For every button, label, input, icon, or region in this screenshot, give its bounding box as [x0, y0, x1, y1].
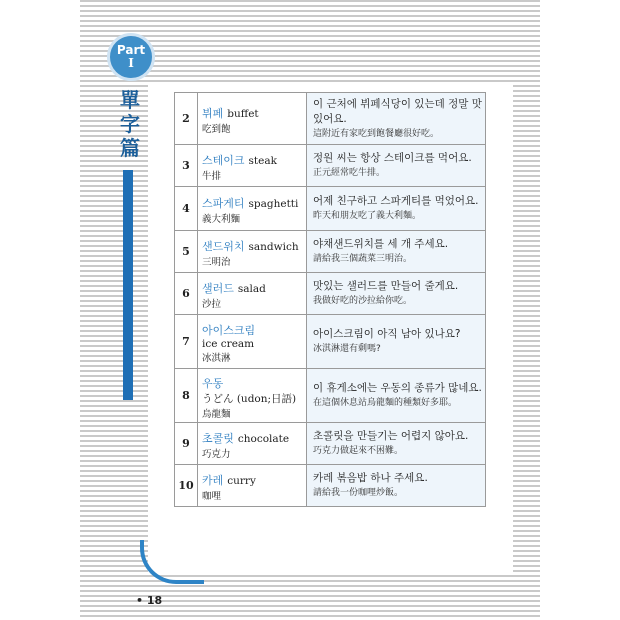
- chinese-meaning: 咖哩: [202, 491, 222, 502]
- english-word: sandwich: [248, 241, 299, 253]
- chinese-example-translation: 正元經常吃牛排。: [313, 168, 386, 178]
- korean-example-sentence: 맛있는 샐러드를 만들어 줄게요.: [313, 280, 459, 292]
- japanese-word: うどん (udon;日語): [202, 392, 297, 405]
- korean-word: 스파게티: [202, 197, 245, 210]
- korean-word: 초콜릿: [202, 432, 234, 445]
- example-sentence-cell: [307, 145, 486, 187]
- korean-example-sentence: 이 휴게소에는 우동의 종류가 많네요.: [313, 382, 482, 394]
- word-cell: [198, 315, 307, 369]
- chinese-meaning: 吃到飽: [202, 124, 231, 135]
- row-number: 5: [175, 231, 198, 273]
- word-line: [202, 427, 306, 446]
- word-line: [202, 277, 306, 296]
- chinese-example-translation: 冰淇淋還有剩嗎?: [313, 344, 381, 354]
- word-cell: [198, 93, 307, 145]
- korean-example-sentence: 야채샌드위치를 세 개 주세요.: [313, 238, 449, 250]
- word-cell: [198, 423, 307, 465]
- example-sentence-cell: [307, 273, 486, 315]
- english-word: buffet: [227, 108, 259, 120]
- table-row: [175, 93, 486, 145]
- example-sentence-cell: [307, 369, 486, 423]
- chinese-meaning: 義大利麵: [202, 214, 241, 225]
- word-line: [202, 149, 306, 168]
- word-line: [202, 235, 306, 254]
- table-row: [175, 369, 486, 423]
- row-number: 8: [175, 369, 198, 423]
- word-line: [202, 102, 306, 121]
- chinese-meaning: 烏龍麵: [202, 408, 231, 420]
- table-row: [175, 273, 486, 315]
- example-sentence-cell: [307, 423, 486, 465]
- korean-example-sentence: 어제 친구하고 스파게티를 먹었어요.: [313, 195, 479, 207]
- row-number: 6: [175, 273, 198, 315]
- korean-word: 우동: [202, 376, 224, 390]
- korean-example-sentence: 초콜릿을 만들기는 어렵지 않아요.: [313, 430, 469, 442]
- example-sentence-cell: [307, 187, 486, 231]
- section-title: 單字篇: [120, 88, 140, 160]
- word-cell: [198, 187, 307, 231]
- chinese-meaning: 牛排: [202, 171, 222, 182]
- korean-example-sentence: 이 근처에 뷔페식당이 있는데 정말 맛있어요.: [313, 97, 482, 125]
- word-line: [202, 192, 306, 211]
- word-cell: [198, 145, 307, 187]
- chinese-example-translation: 在這個休息站烏龍麵的種類好多耶。: [313, 398, 458, 408]
- table-row: [175, 145, 486, 187]
- table-row: [175, 423, 486, 465]
- chinese-meaning: 冰淇淋: [202, 353, 231, 364]
- word-cell: [198, 273, 307, 315]
- korean-example-sentence: 정원 씨는 항상 스테이크를 먹어요.: [313, 152, 472, 164]
- table-row: [175, 465, 486, 507]
- section-color-bar: [123, 170, 133, 400]
- korean-example-sentence: 아이스크림이 아직 남아 있나요?: [313, 328, 461, 340]
- word-cell: [198, 231, 307, 273]
- row-number: 7: [175, 315, 198, 369]
- part-badge-number: I: [128, 56, 134, 70]
- korean-word: 카레: [202, 474, 224, 487]
- table-row: [175, 315, 486, 369]
- word-line: [202, 372, 306, 391]
- page-number: • 18: [136, 594, 163, 607]
- row-number: 3: [175, 145, 198, 187]
- row-number: 4: [175, 187, 198, 231]
- chinese-example-translation: 請給我一份咖哩炒飯。: [313, 488, 404, 498]
- left-margin: [0, 0, 80, 620]
- chinese-meaning: 巧克力: [202, 449, 231, 460]
- korean-word: 샐러드: [202, 282, 234, 295]
- vocabulary-table: [174, 92, 486, 507]
- example-sentence-cell: [307, 315, 486, 369]
- chinese-example-translation: 昨天和朋友吃了義大利麵。: [313, 211, 422, 221]
- word-cell: [198, 465, 307, 507]
- korean-word: 뷔페: [202, 107, 224, 120]
- chinese-example-translation: 請給我三個蔬菜三明治。: [313, 254, 413, 264]
- chinese-example-translation: 巧克力做起來不困難。: [313, 446, 404, 456]
- example-sentence-cell: [307, 231, 486, 273]
- korean-word: 아이스크림: [202, 324, 256, 337]
- row-number: 2: [175, 93, 198, 145]
- chinese-example-translation: 我做好吃的沙拉給你吃。: [313, 296, 413, 306]
- korean-example-sentence: 카레 볶음밥 하나 주세요.: [313, 472, 428, 484]
- english-word: steak: [248, 155, 277, 167]
- english-word: salad: [237, 283, 266, 295]
- chinese-meaning: 三明治: [202, 257, 231, 268]
- word-cell: [198, 369, 307, 423]
- english-word: chocolate: [237, 433, 290, 445]
- example-sentence-cell: [307, 93, 486, 145]
- english-word: spaghetti: [248, 198, 299, 210]
- table-row: [175, 187, 486, 231]
- table-row: [175, 231, 486, 273]
- english-word: curry: [227, 475, 256, 487]
- chinese-meaning: 沙拉: [202, 299, 222, 310]
- word-line: [202, 319, 306, 338]
- part-badge: [107, 33, 155, 81]
- english-word: ice cream: [202, 338, 255, 350]
- korean-word: 샌드위치: [202, 240, 245, 253]
- row-number: 9: [175, 423, 198, 465]
- row-number: 10: [175, 465, 198, 507]
- part-badge-label: Part: [116, 43, 146, 57]
- chinese-example-translation: 這附近有家吃到飽餐廳很好吃。: [313, 128, 440, 139]
- word-line: [202, 469, 306, 488]
- korean-word: 스테이크: [202, 154, 245, 167]
- example-sentence-cell: [307, 465, 486, 507]
